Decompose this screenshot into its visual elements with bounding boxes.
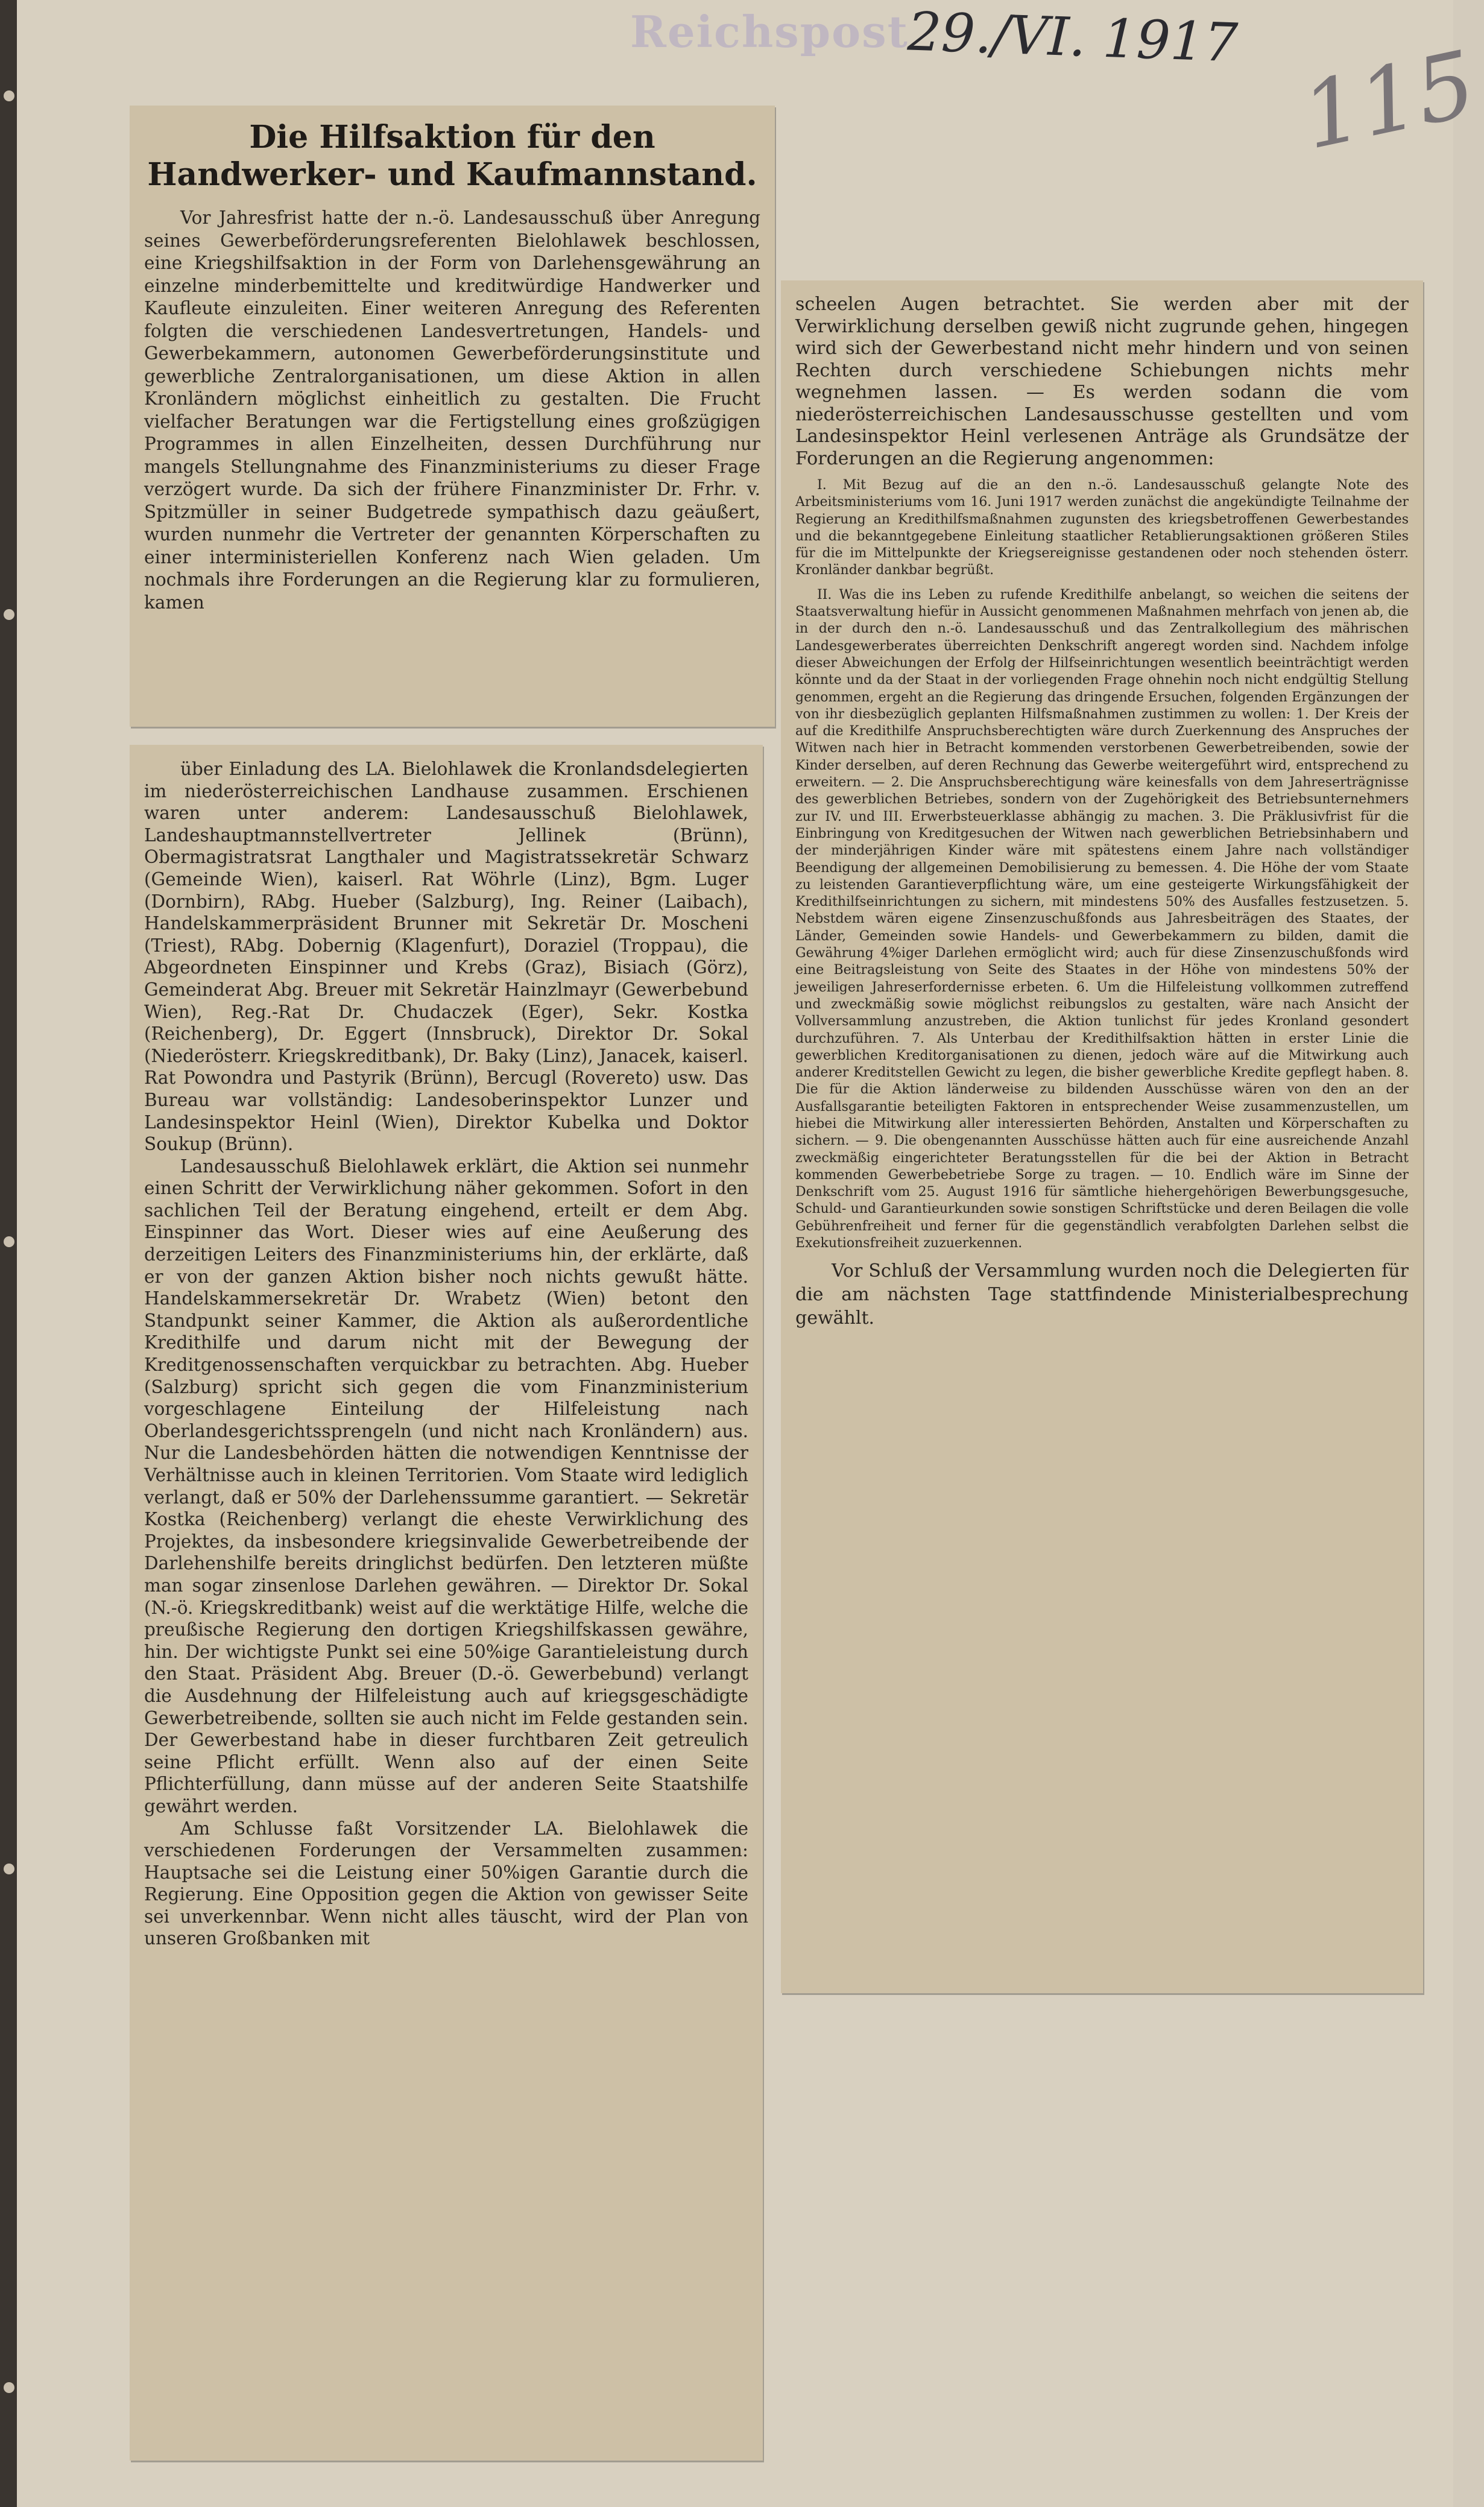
punch-hole <box>4 90 14 101</box>
article-paragraph: Am Schlusse faßt Vorsitzender LA. Bielohlawek die verschiedenen Forderungen der Versammelten zusammen: Hauptsache sei die Leistung einer 50%igen Garantie durch die Regierung. Eine Opposition gegen die Aktion von gewisser Seite sei unverkennbar. Wenn nicht alles täuscht, wird der Plan von unseren Großbanken mit <box>144 1818 754 1949</box>
clipping-column-3 <box>130 745 763 2461</box>
source-stamp: Reichspost <box>630 6 909 57</box>
punch-hole <box>4 609 14 620</box>
article-paragraph: Landesausschuß Bielohlawek erklärt, die Aktion sei nunmehr einen Schritt der Verwirklichung näher gekommen. Sofort in den sachlichen Teil der Beratung eingehend, erteilt er dem Abg. Einspinner das Wort. Dieser wies auf eine Aeußerung des derzeitigen Leiters des Finanzministeriums hin, der erklärte, daß er von der ganzen Aktion bisher noch nichts gewußt hätte. Handelskammersekretär Dr. Wrabetz (Wien) betont den Standpunkt seiner Kammer, die Aktion als außerordentliche Kredithilfe und darum nicht mit der Bewegung der Kreditgenossenschaften verquickbar zu betrachten. Abg. Hueber (Salzburg) spricht sich gegen die vom Finanzministerium vorgeschlagene Einteilung der Hilfeleistung nach Oberlandesgerichtssprengeln (und nicht nach Kronländern) aus. Nur die Landesbehörden hätten die notwendigen Kenntnisse der Verhältnisse auch in kleinen Territorien. Vom Staate wird lediglich verlangt, daß er 50% der Darlehenssumme garantiert. — Sekretär Kostka (Reichenberg) verlangt die eheste Verwirklichung des Projektes, da insbesondere kriegsinvalide Gewerbetreibende der Darlehenshilfe bereits dringlichst bedürfen. Den letzteren müßte man sogar zinsenlose Darlehen gewähren. — Direktor Dr. Sokal (N.-ö. Kriegskreditbank) weist auf die werktätige Hilfe, welche die preußische Regierung den dortigen Kriegshilfskassen gewähre, hin. Der wichtigste Punkt sei eine 50%ige Garantieleistung durch den Staat. Präsident Abg. Breuer (D.-ö. Gewerbebund) verlangt die Ausdehnung der Hilfeleistung auch auf kriegsgeschädigte Gewerbetreibende, sollten sie auch nicht im Felde gestanden sein. Der Gewerbestand habe in dieser furchtbaren Zeit getreulich seine Pflicht erfüllt. Wenn also auf der einen Seite Pflichterfüllung, dann müsse auf der anderen Seite Staatshilfe gewährt werden. <box>144 1155 754 1816</box>
resolution-point-1: I. Mit Bezug auf die an den n.-ö. Landesausschuß gelangte Note des Arbeitsministeriums vom 16. Juni 1917 werden zunächst die angekündigte Teilnahme der Regierung an Kredithilfsmaßnahmen zugunsten des kriegsbetroffenen Gewerbestandes und die bekanntgegebene Einleitung staatlicher Retablierungsaktionen größeren Stiles für die im Mittelpunkte der Kriegsereignisse gestandenen oder noch stehenden österr. Kronländer dankbar begrüßt. <box>795 478 1413 578</box>
binding-strip <box>0 0 17 2507</box>
article-paragraph: Vor Schluß der Versammlung wurden noch die Delegierten für die am nächsten Tage stattfindende Ministerialbesprechung gewählt. <box>795 1260 1415 1329</box>
article-paragraph: Vor Jahresfrist hatte der n.-ö. Landesausschuß über Anregung seines Gewerbeförderungsreferenten Bielohlawek beschlossen, eine Kriegshilfsaktion in der Form von Darlehensgewährung an einzelne minderbemittelte und kreditwürdige Handwerker und Kaufleute einzuleiten. Einer weiteren Anregung des Referenten folgten die verschiedenen Landesvertretungen, Handels- und Gewerbekammern, autonomen Gewerbeförderungsinstitute und gewerbliche Zentralorganisationen, um diese Aktion in allen Kronländern möglichst einheitlich zu gestalten. Die Frucht vielfacher Beratungen war die Fertigstellung eines großzügigen Programmes in allen Einzelheiten, dessen Durchführung nur mangels Stellungnahme des Finanzministeriums zu dieser Frage verzögert wurde. Da sich der frühere Finanzminister Dr. Frhr. v. Spitzmüller in seiner Budgetrede sympathisch dazu geäußert, wurden nunmehr die Vertreter der genannten Körperschaften zu einer interministeriellen Konferenz nach Wien geladen. Um nochmals ihre Forderungen an die Regierung klar zu formulieren, kamen <box>144 207 766 613</box>
article-paragraph: scheelen Augen betrachtet. Sie werden aber mit der Verwirklichung derselben gewiß nicht zugrunde gehen, hingegen wird sich der Gewerbestand nicht mehr hindern und von seinen Rechten durch verschiedene Schiebungen nichts mehr wegnehmen lassen. — Es werden sodann die vom niederösterreichischen Landesausschusse gestellten und vom Landesinspektor Heinl verlesenen Anträge als Grundsätze der Forderungen an die Regierung angenommen: <box>795 294 1415 469</box>
article-paragraph: über Einladung des LA. Bielohlawek die Kronlandsdelegierten im niederösterreichischen Landhause zusammen. Erschienen waren unter anderem: Landesausschuß Bielohlawek, Landeshauptmannstellvertreter Jellinek (Brünn), Obermagistratsrat Langthaler und Magistratssekretär Schwarz (Gemeinde Wien), kaiserl. Rat Wöhrle (Linz), Bgm. Luger (Dornbirn), RAbg. Hueber (Salzburg), Ing. Reiner (Laibach), Handelskammerpräsident Brunner mit Sekretär Dr. Moscheni (Triest), RAbg. Dobernig (Klagenfurt), Doraziel (Troppau), die Abgeordneten Einspinner und Krebs (Graz), Bisiach (Görz), Gemeinderat Abg. Breuer mit Sekretär Hainzlmayr (Gewerbebund Wien), Reg.-Rat Dr. Chudaczek (Eger), Sekr. Kostka (Reichenberg), Dr. Eggert (Innsbruck), Direktor Dr. Sokal (Niederösterr. Kriegskreditbank), Dr. Baky (Linz), Janacek, kaiserl. Rat Powondra und Pastyrik (Brünn), Bercugl (Rovereto) usw. Das Bureau war vollständig: Landesoberinspektor Lunzer und Landesinspektor Heinl (Wien), Direktor Kubelka und Doktor Soukup (Brünn). <box>144 759 754 1155</box>
article-headline: Die Hilfsaktion für den Handwerker- und Kaufmannstand. <box>147 119 757 193</box>
handwritten-date: 29./VI. 1917 <box>906 0 1239 74</box>
folio-number: 115 <box>1293 31 1484 170</box>
resolution-point-2: II. Was die ins Leben zu rufende Kredithilfe anbelangt, so weichen die seitens der Staatsverwaltung hiefür in Aussicht genommenen Maßnahmen mehrfach von jenen ab, die in der durch den n.-ö. Landesausschuß und das Zentralkollegium des mährischen Landesgewerberates überreichten Denkschrift angeregt worden sind. Nachdem infolge dieser Abweichungen der Erfolg der Hilfseinrichtungen wesentlich beeinträchtigt werden könnte und da der Staat in der vorliegenden Frage ohnehin noch nicht endgültig Stellung genommen, ergeht an die Regierung das dringende Ersuchen, folgenden Ergänzungen der von ihr diesbezüglich geplanten Hilfsmaßnahmen zustimmen zu wollen: 1. Der Kreis der auf die Kredithilfe Anspruchsberechtigten wäre durch Zuerkennung des Anspruches der Witwen nach hier in Betracht kommenden verstorbenen Gewerbetreibenden, sowie der Kinder derselben, auf deren Rechnung das Gewerbe weitergeführt wird, entsprechend zu erweitern. — 2. Die Anspruchsberechtigung wäre keinesfalls von dem Jahreserträgnisse des gewerblichen Betriebes, sondern von der Zugehörigkeit des Betriebsunternehmers zur IV. und III. Erwerbsteuerklasse abhängig zu machen. 3. Die Präklusivfrist für die Einbringung von Kreditgesuchen der Witwen nach gewerblichen Betriebsinhabern und der minderjährigen Kinder wäre mit spätestens einem Jahre nach vollständiger Beendigung der allgemeinen Demobilisierung zu bemessen. 4. Die Höhe der vom Staate zu leistenden Garantieverpflichtung wäre, um eine gesteigerte Wirkungsfähigkeit der Kredithilfseinrichtungen zu sichern, mit mindestens 50% des Ausfalles festzusetzen. 5. Nebstdem wären eigene Zinsenzuschußfonds aus Jahresbeiträgen des Staates, der Länder, Gemeinden sowie Handels- und Gewerbekammern zu bilden, damit die Gewährung 4%iger Darlehen ermöglicht wird; auch für diese Zinsenzuschußfonds wird eine Beitragsleistung von Seite des Staates in der Höhe von mindestens 50% der jeweiligen Jahreserfordernisse erbeten. 6. Um die Hilfeleistung vollkommen zutreffend und zweckmäßig sowie möglichst reibungslos zu gestalten, wäre nach Ansicht der Vollversammlung anzustreben, die Aktion tunlichst für jedes Kronland gesondert durchzuführen. 7. Als Unterbau der Kredithilfsaktion hätten in erster Linie die gewerblichen Kreditorganisationen zu dienen, jedoch wäre auf die Mitwirkung auch anderer Kreditstellen Gewicht zu legen, die bisher gewerbliche Kredite gepflegt haben. 8. Die für die Aktion länderweise zu bildenden Ausschüsse wären von den an der Ausfallsgarantie beteiligten Faktoren in entsprechender Weise zusammenzustellen, um hiebei die Mitwirkung aller interessierten Behörden, Anstalten und Körperschaften zu sichern. — 9. Die obengenannten Ausschüsse hätten auch für eine ausreichende Anzahl zweckmäßig eingerichteter Beratungsstellen für die bei der Aktion in Betracht kommenden Gewerbebetriebe Sorge zu tragen. — 10. Endlich wäre im Sinne der Denkschrift vom 25. August 1916 für sämtliche hiehergehörigen Bewerbungsgesuche, Schuld- und Garantieurkunden sowie sonstigen Schriftstücke und deren Beilagen die volle Gebührenfreiheit und ferner für die gegenständlich verabfolgten Darlehen selbst die Exekutionsfreiheit zuzuerkennen. <box>795 587 1413 1251</box>
punch-hole <box>4 1236 14 1247</box>
punch-hole <box>4 2382 14 2393</box>
punch-hole <box>4 1864 14 1874</box>
clipping-column-1 <box>130 106 775 727</box>
clipping-column-2 <box>781 280 1423 1993</box>
